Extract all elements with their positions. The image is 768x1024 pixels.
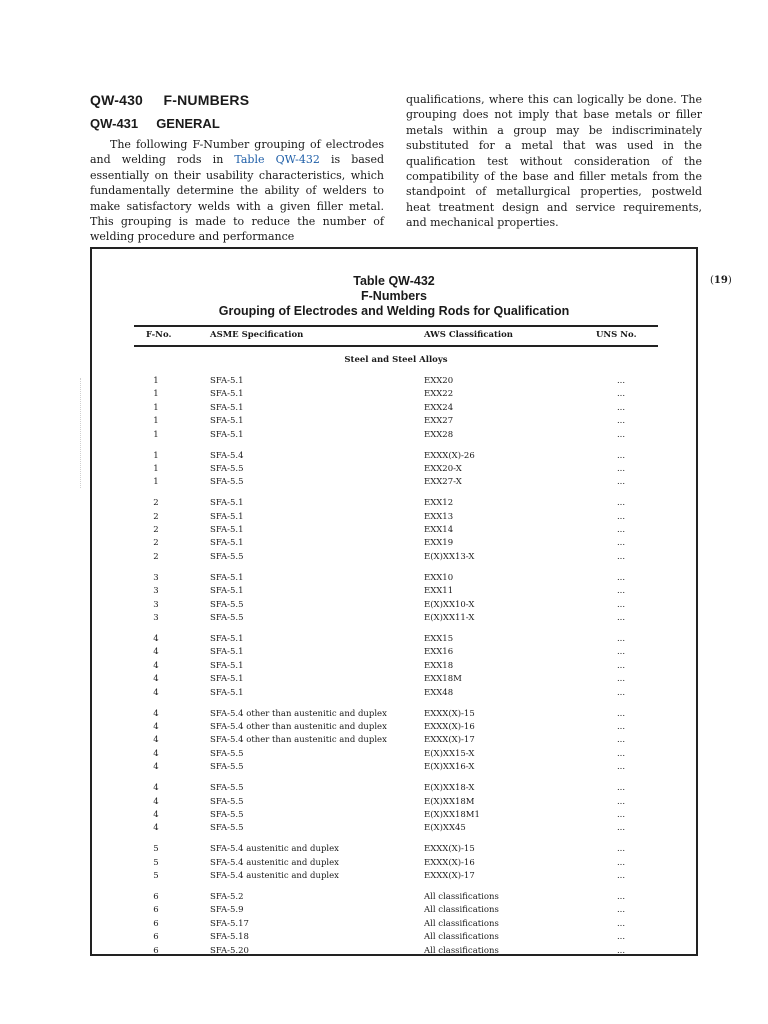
cell-asme-spec: SFA-5.1: [210, 402, 244, 413]
cell-aws-class: EXX15: [424, 634, 454, 645]
cell-fno: 1: [153, 450, 159, 461]
table-row: [92, 415, 696, 428]
cell-fno: 6: [153, 905, 159, 916]
cell-aws-class: All classifications: [424, 892, 499, 903]
cell-aws-class: EXX27: [424, 416, 454, 427]
table-qw432: [90, 247, 698, 956]
cell-aws-class: E(X)XX13-X: [424, 551, 475, 562]
table-row: [92, 537, 696, 550]
cell-fno: 1: [153, 477, 159, 488]
group-spacer: [92, 836, 696, 844]
table-row: [92, 931, 696, 944]
left-column: [90, 92, 384, 245]
table-row: [92, 796, 696, 809]
table-row: [92, 945, 696, 956]
table-row: [92, 843, 696, 856]
cell-asme-spec: SFA-5.4 other than austenitic and duplex: [210, 721, 387, 732]
cell-aws-class: E(X)XX11-X: [424, 613, 475, 624]
cell-uns: ...: [616, 871, 626, 882]
cell-asme-spec: SFA-5.1: [210, 376, 244, 386]
cell-asme-spec: SFA-5.5: [210, 748, 244, 759]
header-uns: UNS No.: [596, 330, 637, 340]
cell-fno: 4: [153, 796, 159, 807]
table-row: [92, 388, 696, 401]
cell-uns: ...: [616, 660, 626, 671]
cell-asme-spec: SFA-5.5: [210, 477, 244, 488]
cell-aws-class: All classifications: [424, 932, 499, 943]
revision-open: (: [710, 275, 714, 286]
cell-asme-spec: SFA-5.5: [210, 809, 244, 820]
table-row: [92, 476, 696, 489]
cell-uns: ...: [616, 844, 626, 855]
table-row: [92, 857, 696, 870]
group-spacer: [92, 700, 696, 708]
table-qw432-link[interactable]: Table QW-432: [234, 153, 320, 167]
cell-fno: 4: [153, 721, 159, 732]
cell-fno: 4: [153, 735, 159, 746]
cell-fno: 6: [153, 932, 159, 943]
cell-aws-class: All classifications: [424, 905, 499, 916]
cell-asme-spec: SFA-5.1: [210, 674, 244, 685]
cell-fno: 3: [153, 572, 159, 583]
cell-asme-spec: SFA-5.1: [210, 389, 244, 400]
cell-aws-class: EXXX(X)-15: [424, 708, 475, 719]
table-caption: Grouping of Electrodes and Welding Rods for Qualification: [218, 304, 570, 318]
cell-uns: ...: [616, 735, 626, 746]
cell-asme-spec: SFA-5.2: [210, 892, 244, 903]
cell-asme-spec: SFA-5.1: [210, 538, 244, 549]
cell-aws-class: EXX27-X: [424, 477, 462, 488]
intro-text-start: The following F-Number grouping of electrodes and welding rods in: [90, 138, 384, 167]
cell-fno: 4: [153, 674, 159, 685]
cell-fno: 2: [153, 525, 159, 536]
cell-aws-class: All classifications: [424, 918, 499, 929]
revision-value: 19: [713, 275, 728, 286]
cell-uns: ...: [616, 572, 626, 583]
cell-uns: ...: [616, 477, 626, 488]
intro-paragraph: [90, 137, 384, 245]
cell-fno: 4: [153, 783, 159, 794]
cell-fno: 1: [153, 463, 159, 474]
cell-aws-class: E(X)XX18-X: [424, 783, 475, 794]
cell-aws-class: EXX18M: [424, 674, 462, 685]
intro-text-end: is based essentially on their usability characteristics, which fundamentally determine the ability of welders to make satisfactory welds with a given filler metal. This grouping is made to reduce the number of welding procedure and performance: [90, 153, 385, 244]
cell-fno: 3: [153, 586, 159, 597]
cell-fno: 4: [153, 634, 159, 645]
cell-aws-class: EXXX(X)-26: [424, 450, 475, 461]
cell-asme-spec: SFA-5.1: [210, 647, 244, 658]
table-row: [92, 497, 696, 510]
cell-asme-spec: SFA-5.4 other than austenitic and duplex: [210, 708, 387, 719]
section-heading-qw431: QW-431 GENERAL: [90, 116, 220, 131]
cell-uns: ...: [616, 429, 626, 440]
cell-uns: ...: [616, 402, 626, 413]
table-row: [92, 822, 696, 835]
cell-aws-class: EXX12: [424, 498, 454, 509]
table-row: [92, 891, 696, 904]
cell-uns: ...: [616, 708, 626, 719]
cell-asme-spec: SFA-5.4 other than austenitic and duplex: [210, 735, 387, 746]
cell-asme-spec: SFA-5.20: [210, 945, 249, 956]
cell-asme-spec: SFA-5.4 austenitic and duplex: [210, 857, 339, 868]
cell-fno: 4: [153, 762, 159, 773]
cell-uns: ...: [616, 857, 626, 868]
cell-fno: 2: [153, 511, 159, 522]
cell-fno: 2: [153, 498, 159, 509]
cell-aws-class: EXXX(X)-15: [424, 844, 475, 855]
cell-fno: 6: [153, 918, 159, 929]
cell-uns: ...: [616, 498, 626, 509]
table-row: [92, 524, 696, 537]
table-row: [92, 761, 696, 774]
header-fno: F-No.: [146, 330, 172, 340]
cell-uns: ...: [616, 416, 626, 427]
cell-fno: 2: [153, 551, 159, 562]
table-row: [92, 551, 696, 564]
cell-asme-spec: SFA-5.1: [210, 429, 244, 440]
cell-asme-spec: SFA-5.1: [210, 525, 244, 536]
cell-asme-spec: SFA-5.9: [210, 905, 244, 916]
cell-fno: 3: [153, 599, 159, 610]
table-row: [92, 721, 696, 734]
table-row: [92, 612, 696, 625]
cell-asme-spec: SFA-5.5: [210, 762, 244, 773]
cell-uns: ...: [616, 647, 626, 658]
cell-fno: 1: [153, 429, 159, 440]
cell-asme-spec: SFA-5.5: [210, 551, 244, 562]
cell-aws-class: EXX10: [424, 572, 454, 583]
cell-aws-class: EXX20-X: [424, 463, 462, 474]
table-title: Table QW-432: [353, 274, 435, 288]
cell-aws-class: EXX19: [424, 538, 454, 549]
group-spacer: [92, 564, 696, 572]
cell-aws-class: EXX20: [424, 376, 454, 386]
table-row: [92, 673, 696, 686]
table-row: [92, 734, 696, 747]
cell-asme-spec: SFA-5.1: [210, 416, 244, 427]
cell-uns: ...: [616, 450, 626, 461]
cell-aws-class: E(X)XX10-X: [424, 599, 475, 610]
cell-aws-class: EXXX(X)-16: [424, 721, 475, 732]
cell-aws-class: EXXX(X)-16: [424, 857, 475, 868]
cell-uns: ...: [616, 674, 626, 685]
cell-aws-class: EXX14: [424, 525, 454, 536]
cell-aws-class: EXX28: [424, 429, 454, 440]
cell-uns: ...: [616, 796, 626, 807]
cell-asme-spec: SFA-5.4 austenitic and duplex: [210, 844, 339, 855]
cell-uns: ...: [616, 511, 626, 522]
table-row: [92, 572, 696, 585]
cell-uns: ...: [616, 892, 626, 903]
table-row: [92, 660, 696, 673]
cell-aws-class: EXX48: [424, 687, 454, 698]
group-spacer: [92, 625, 696, 633]
cell-fno: 5: [153, 857, 159, 868]
cell-uns: ...: [616, 783, 626, 794]
group-spacer: [92, 775, 696, 783]
group-spacer: [92, 883, 696, 891]
cell-fno: 1: [153, 416, 159, 427]
table-row: [92, 809, 696, 822]
cell-fno: 4: [153, 809, 159, 820]
section-heading-qw430: QW-430 F-NUMBERS: [90, 92, 250, 108]
table-row: [92, 904, 696, 917]
cell-fno: 6: [153, 892, 159, 903]
cell-fno: 4: [153, 823, 159, 834]
table-body: [92, 375, 696, 956]
cell-fno: 4: [153, 660, 159, 671]
cell-asme-spec: SFA-5.1: [210, 586, 244, 597]
cell-uns: ...: [616, 721, 626, 732]
cell-uns: ...: [616, 463, 626, 474]
cell-aws-class: All classifications: [424, 945, 499, 956]
table-row: [92, 646, 696, 659]
table-row: [92, 748, 696, 761]
cell-asme-spec: SFA-5.4 austenitic and duplex: [210, 871, 339, 882]
cell-fno: 1: [153, 376, 159, 386]
cell-fno: 4: [153, 687, 159, 698]
cell-fno: 5: [153, 844, 159, 855]
table-row: [92, 633, 696, 646]
table-row: [92, 599, 696, 612]
cell-aws-class: E(X)XX45: [424, 823, 466, 834]
table-row: [92, 870, 696, 883]
cell-fno: 2: [153, 538, 159, 549]
table-row: [92, 402, 696, 415]
cell-uns: ...: [616, 932, 626, 943]
table-subheading: Steel and Steel Alloys: [344, 355, 448, 365]
table-subtitle: F-Numbers: [361, 289, 427, 303]
cell-uns: ...: [616, 823, 626, 834]
cell-aws-class: E(X)XX16-X: [424, 762, 475, 773]
cell-aws-class: EXXX(X)-17: [424, 735, 475, 746]
cell-uns: ...: [616, 634, 626, 645]
table-row: [92, 429, 696, 442]
table-row: [92, 918, 696, 931]
cell-uns: ...: [616, 389, 626, 400]
table-row: [92, 463, 696, 476]
cell-uns: ...: [616, 586, 626, 597]
table-row: [92, 585, 696, 598]
cell-aws-class: E(X)XX18M: [424, 796, 475, 807]
cell-fno: 3: [153, 613, 159, 624]
revision-close: ): [727, 275, 732, 286]
cell-fno: 4: [153, 708, 159, 719]
cell-uns: ...: [616, 525, 626, 536]
cell-asme-spec: SFA-5.4: [210, 450, 244, 461]
revision-marker: [710, 275, 732, 286]
right-column: [406, 92, 702, 231]
cell-fno: 1: [153, 389, 159, 400]
cell-aws-class: EXX24: [424, 402, 454, 413]
cell-asme-spec: SFA-5.1: [210, 572, 244, 583]
cell-asme-spec: SFA-5.18: [210, 932, 249, 943]
cell-asme-spec: SFA-5.17: [210, 918, 249, 929]
group-spacer: [92, 442, 696, 450]
cell-uns: ...: [616, 918, 626, 929]
cell-uns: ...: [616, 538, 626, 549]
cell-uns: ...: [616, 687, 626, 698]
group-spacer: [92, 490, 696, 498]
cell-uns: ...: [616, 809, 626, 820]
cell-uns: ...: [616, 613, 626, 624]
cell-asme-spec: SFA-5.1: [210, 660, 244, 671]
cell-asme-spec: SFA-5.5: [210, 823, 244, 834]
cell-asme-spec: SFA-5.5: [210, 613, 244, 624]
cell-asme-spec: SFA-5.1: [210, 511, 244, 522]
cell-uns: ...: [616, 599, 626, 610]
table-row: [92, 450, 696, 463]
cell-aws-class: EXX22: [424, 389, 454, 400]
header-aws: AWS Classification: [424, 330, 513, 340]
cell-uns: ...: [616, 376, 626, 386]
table-header: [134, 325, 658, 347]
cell-fno: 4: [153, 647, 159, 658]
cell-aws-class: EXX13: [424, 511, 454, 522]
cell-uns: ...: [616, 945, 626, 956]
table-row: [92, 708, 696, 721]
cell-aws-class: E(X)XX15-X: [424, 748, 475, 759]
cell-asme-spec: SFA-5.5: [210, 796, 244, 807]
table-row: [92, 687, 696, 700]
header-asme: ASME Specification: [210, 330, 304, 340]
cell-aws-class: EXX18: [424, 660, 454, 671]
cell-uns: ...: [616, 551, 626, 562]
cell-fno: 1: [153, 402, 159, 413]
cell-uns: ...: [616, 748, 626, 759]
table-row: [92, 375, 696, 388]
cell-asme-spec: SFA-5.5: [210, 463, 244, 474]
cell-uns: ...: [616, 905, 626, 916]
cell-aws-class: E(X)XX18M1: [424, 809, 480, 820]
table-row: [92, 511, 696, 524]
cell-asme-spec: SFA-5.1: [210, 687, 244, 698]
cell-fno: 6: [153, 945, 159, 956]
cell-asme-spec: SFA-5.5: [210, 599, 244, 610]
cell-asme-spec: SFA-5.5: [210, 783, 244, 794]
cell-aws-class: EXXX(X)-17: [424, 871, 475, 882]
cell-asme-spec: SFA-5.1: [210, 634, 244, 645]
cell-fno: 5: [153, 871, 159, 882]
cell-fno: 4: [153, 748, 159, 759]
margin-rule: [80, 378, 82, 488]
cell-asme-spec: SFA-5.1: [210, 498, 244, 509]
continuation-paragraph: qualifications, where this can logically be done. The grouping does not imply that base metals or filler metals within a group may be indiscriminately substituted for a metal that was used in the qualification test without consideration of the compatibility of the base and filler metals from the standpoint of metallurgical properties, postweld heat treatment design and service requirements, and mechanical properties.: [406, 93, 702, 230]
table-row: [92, 782, 696, 795]
cell-uns: ...: [616, 762, 626, 773]
cell-aws-class: EXX11: [424, 586, 454, 597]
cell-aws-class: EXX16: [424, 647, 454, 658]
